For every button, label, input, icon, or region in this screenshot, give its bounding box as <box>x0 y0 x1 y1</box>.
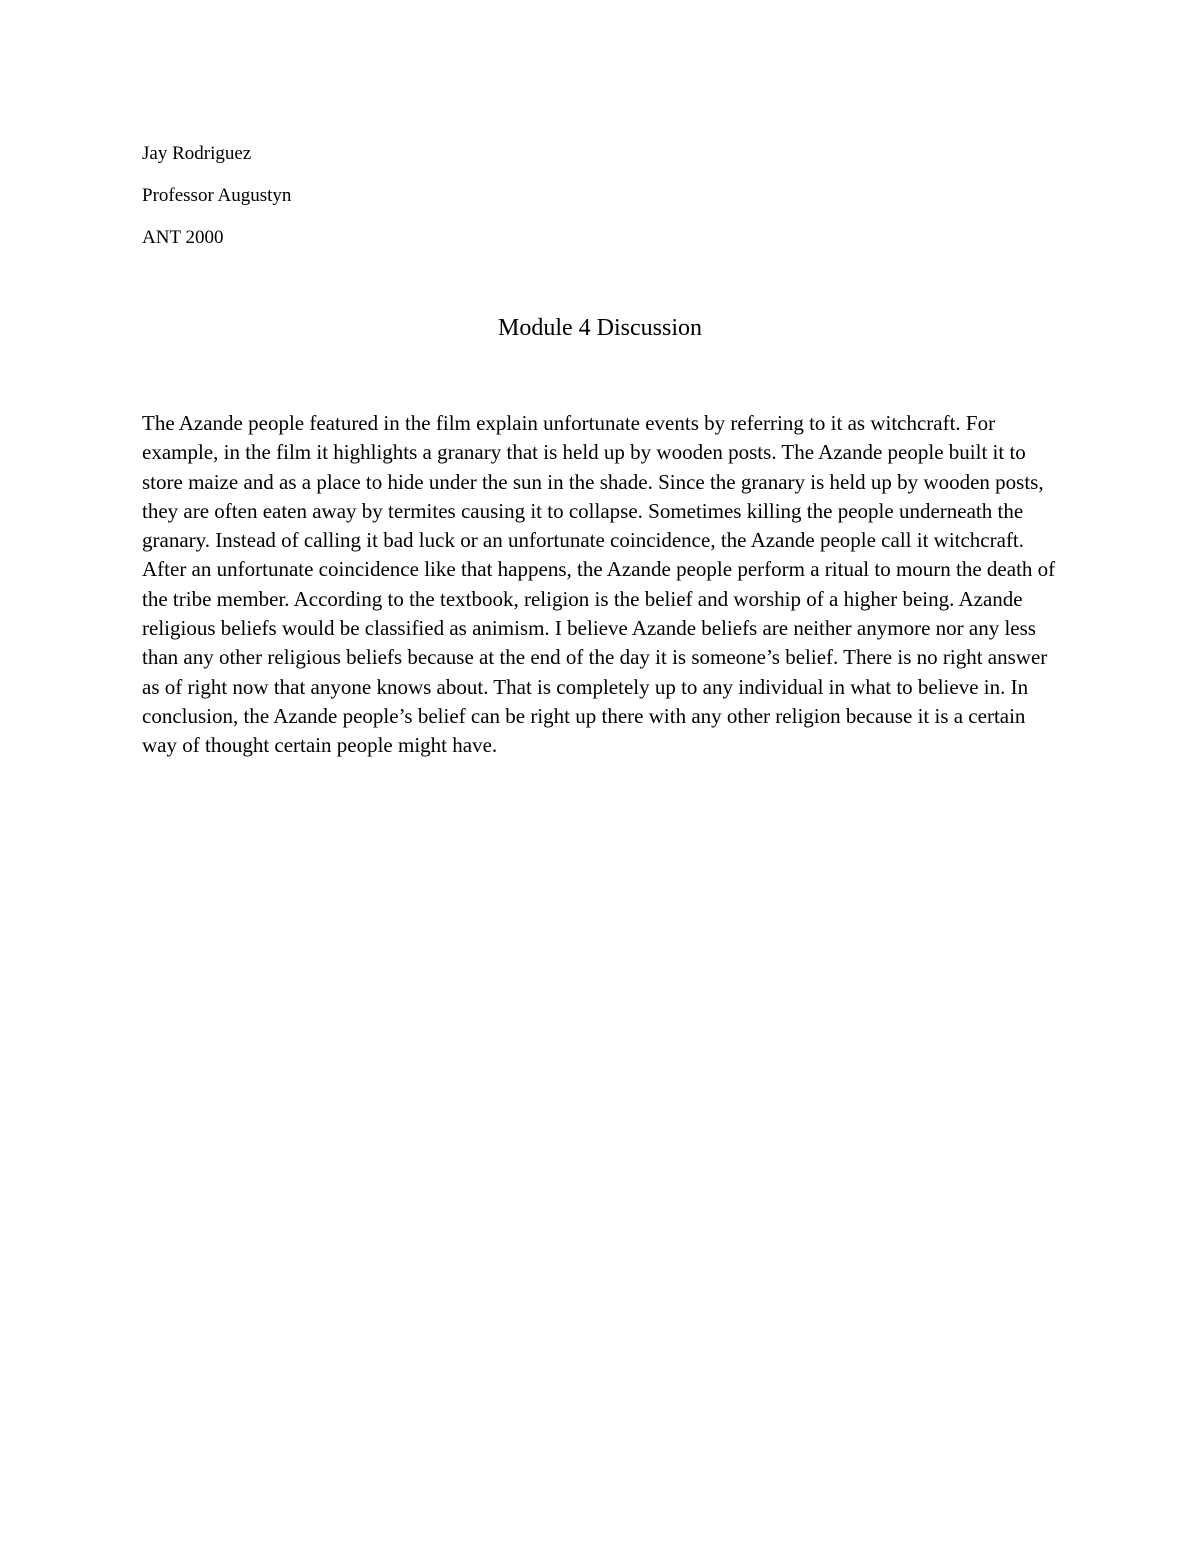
body-paragraph: The Azande people featured in the film explain unfortunate events by referring to it as witchcraft. For example, in the film it highlights a granary that is held up by wooden posts. The Azande people built it to store maize and as a place to hide under the sun in the shade. Since the granary is held up by wooden posts, they are often eaten away by termites causing it to collapse. Sometimes killing the people underneath the granary. Instead of calling it bad luck or an unfortunate coincidence, the Azande people call it witchcraft. After an unfortunate coincidence like that happens, the Azande people perform a ritual to mourn the death of the tribe member. According to the textbook, religion is the belief and worship of a higher being. Azande religious beliefs would be classified as animism. I believe Azande beliefs are neither anymore nor any less than any other religious beliefs because at the end of the day it is someone’s belief. There is no right answer as of right now that anyone knows about. That is completely up to any individual in what to believe in. In conclusion, the Azande people’s belief can be right up there with any other religion because it is a certain way of thought certain people might have. <box>142 411 1056 758</box>
course-code: ANT 2000 <box>142 227 224 248</box>
author-name: Jay Rodriguez <box>142 143 252 164</box>
document-title: Module 4 Discussion <box>498 315 702 341</box>
professor-name: Professor Augustyn <box>142 185 292 206</box>
document-header <box>142 140 1042 266</box>
